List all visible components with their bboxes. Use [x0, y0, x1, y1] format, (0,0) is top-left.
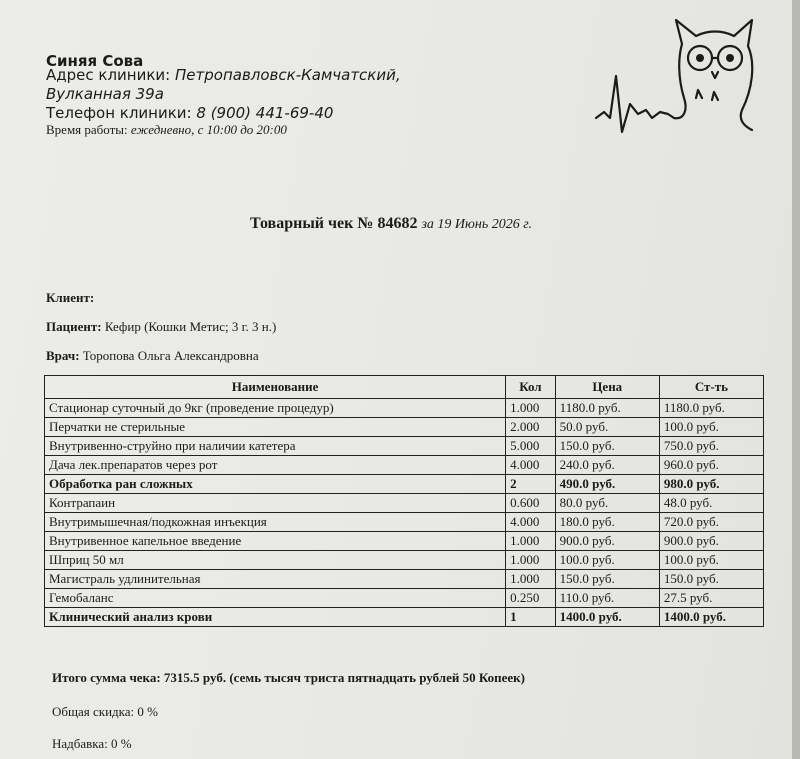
- table-row: [45, 532, 764, 551]
- cell-sum: 100.0 руб.: [659, 551, 763, 570]
- cell-price: 110.0 руб.: [555, 589, 659, 608]
- cell-qty: 4.000: [506, 456, 556, 475]
- clinic-address: [46, 66, 486, 104]
- clinic-hours-label: Время работы:: [46, 122, 128, 137]
- cell-sum: 48.0 руб.: [659, 494, 763, 513]
- cell-name: Клинический анализ крови: [45, 608, 506, 627]
- total-line: Итого сумма чека: 7315.5 руб. (семь тысяч триста пятнадцать рублей 50 Копеек): [52, 670, 525, 685]
- cell-name: Контрапаин: [45, 494, 506, 513]
- owl-heartbeat-logo-icon: [592, 14, 762, 134]
- clinic-address-value: Петропавловск-Камчатский, Вулканная 39а: [46, 66, 401, 103]
- surcharge-line: Надбавка: 0 %: [52, 736, 132, 751]
- cell-price: 80.0 руб.: [555, 494, 659, 513]
- clinic-hours: [46, 122, 287, 138]
- cell-price: 1400.0 руб.: [555, 608, 659, 627]
- discount-line: Общая скидка: 0 %: [52, 704, 158, 719]
- table-row: [45, 475, 764, 494]
- table-header-row: [45, 376, 764, 399]
- cell-sum: 1180.0 руб.: [659, 399, 763, 418]
- clinic-address-label: Адрес клиники:: [46, 66, 171, 84]
- cell-qty: 4.000: [506, 513, 556, 532]
- cell-sum: 960.0 руб.: [659, 456, 763, 475]
- cell-name: Магистраль удлинительная: [45, 570, 506, 589]
- header-sum: Ст-ть: [659, 376, 763, 399]
- table-row: [45, 570, 764, 589]
- cell-sum: 720.0 руб.: [659, 513, 763, 532]
- cell-price: 180.0 руб.: [555, 513, 659, 532]
- header-price: Цена: [555, 376, 659, 399]
- cell-sum: 750.0 руб.: [659, 437, 763, 456]
- cell-name: Внутривенное капельное введение: [45, 532, 506, 551]
- clinic-phone-label: Телефон клиники:: [46, 104, 192, 122]
- cell-qty: 5.000: [506, 437, 556, 456]
- clinic-name: Синяя Сова: [46, 52, 144, 70]
- table-row: [45, 437, 764, 456]
- receipt-number: Товарный чек № 84682: [250, 215, 418, 232]
- cell-price: 490.0 руб.: [555, 475, 659, 494]
- cell-name: Шприц 50 мл: [45, 551, 506, 570]
- receipt-date: за 19 Июнь 2026 г.: [421, 217, 532, 232]
- table-row: [45, 494, 764, 513]
- cell-sum: 1400.0 руб.: [659, 608, 763, 627]
- table-row: [45, 456, 764, 475]
- cell-qty: 1: [506, 608, 556, 627]
- header-qty: Кол: [506, 376, 556, 399]
- cell-price: 150.0 руб.: [555, 437, 659, 456]
- cell-qty: 1.000: [506, 532, 556, 551]
- patient-value: Кефир (Кошки Метис; 3 г. 3 н.): [104, 319, 277, 334]
- table-row: [45, 513, 764, 532]
- cell-qty: 1.000: [506, 399, 556, 418]
- cell-name: Перчатки не стерильные: [45, 418, 506, 437]
- cell-sum: 27.5 руб.: [659, 589, 763, 608]
- cell-name: Внутримышечная/подкожная инъекция: [45, 513, 506, 532]
- cell-price: 100.0 руб.: [555, 551, 659, 570]
- cell-name: Внутривенно-струйно при наличии катетера: [45, 437, 506, 456]
- cell-sum: 980.0 руб.: [659, 475, 763, 494]
- cell-qty: 0.600: [506, 494, 556, 513]
- cell-name: Обработка ран сложных: [45, 475, 506, 494]
- cell-name: Дача лек.препаратов через рот: [45, 456, 506, 475]
- clinic-phone-value: 8 (900) 441-69-40: [196, 104, 334, 122]
- cell-name: Гемобаланс: [45, 589, 506, 608]
- doctor-label: Врач:: [46, 348, 80, 363]
- cell-qty: 0.250: [506, 589, 556, 608]
- table-row: [45, 399, 764, 418]
- cell-price: 150.0 руб.: [555, 570, 659, 589]
- cell-qty: 2.000: [506, 418, 556, 437]
- cell-sum: 900.0 руб.: [659, 532, 763, 551]
- header-name: Наименование: [45, 376, 506, 399]
- cell-qty: 2: [506, 475, 556, 494]
- table-row: [45, 418, 764, 437]
- patient-field: [46, 319, 276, 335]
- cell-sum: 150.0 руб.: [659, 570, 763, 589]
- doctor-field: [46, 348, 259, 364]
- cell-price: 1180.0 руб.: [555, 399, 659, 418]
- patient-label: Пациент:: [46, 319, 102, 334]
- receipt-title: [250, 215, 532, 233]
- doctor-value: Торопова Ольга Александровна: [82, 348, 259, 363]
- cell-price: 50.0 руб.: [555, 418, 659, 437]
- cell-name: Стационар суточный до 9кг (проведение процедур): [45, 399, 506, 418]
- cell-price: 900.0 руб.: [555, 532, 659, 551]
- client-label: Клиент:: [46, 290, 95, 305]
- clinic-hours-value: ежедневно, с 10:00 до 20:00: [130, 122, 287, 137]
- cell-sum: 100.0 руб.: [659, 418, 763, 437]
- table-row: [45, 608, 764, 627]
- cell-qty: 1.000: [506, 570, 556, 589]
- table-row: [45, 589, 764, 608]
- cell-price: 240.0 руб.: [555, 456, 659, 475]
- clinic-phone: [46, 104, 333, 122]
- table-row: [45, 551, 764, 570]
- client-field: [46, 290, 94, 306]
- cell-qty: 1.000: [506, 551, 556, 570]
- items-table: [44, 375, 764, 627]
